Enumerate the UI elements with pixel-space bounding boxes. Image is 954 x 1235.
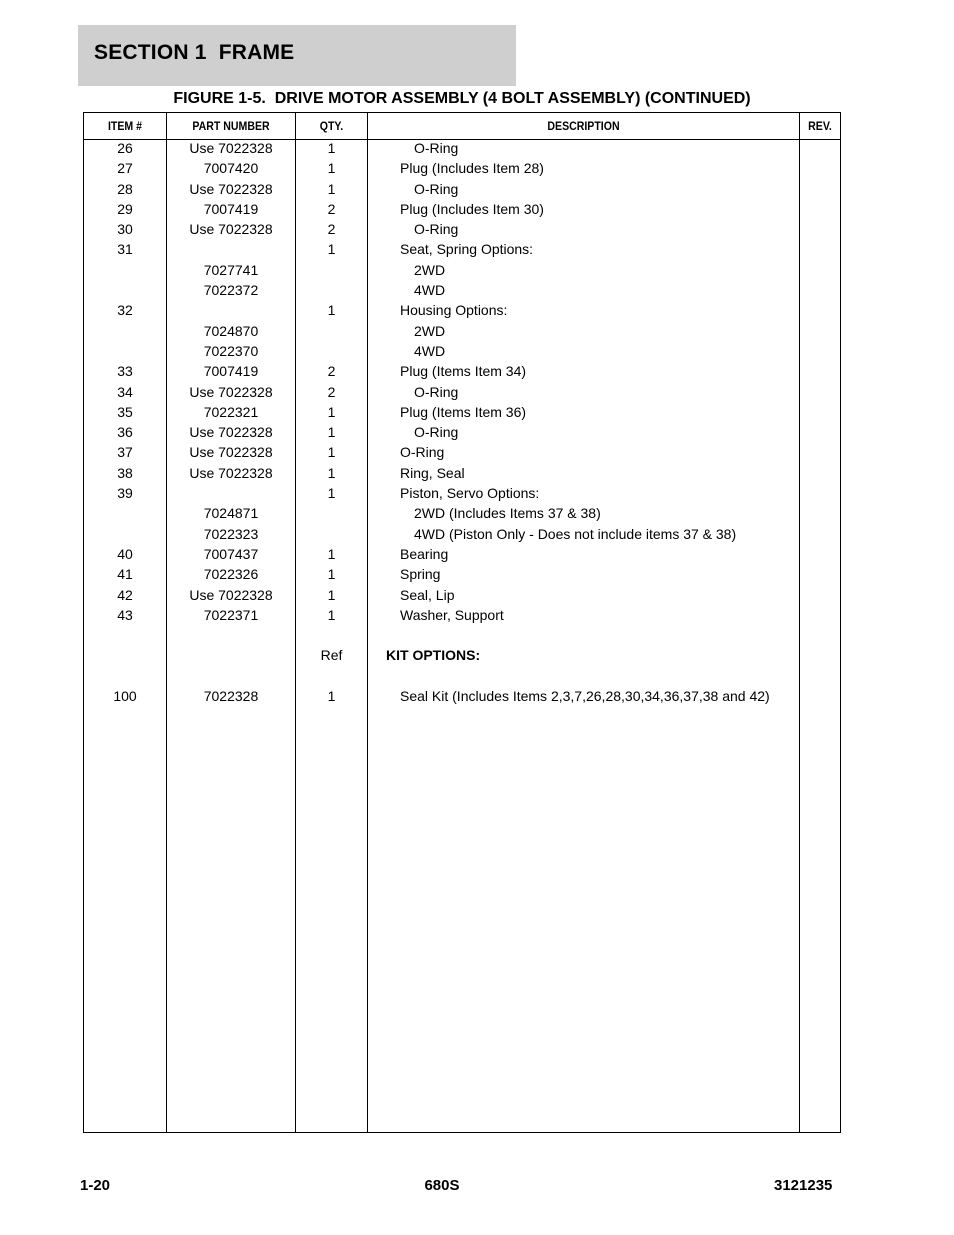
table-row	[84, 668, 840, 688]
table-row	[84, 363, 840, 383]
table-row	[84, 140, 840, 160]
item-number-cell: 29	[117, 200, 133, 217]
part-number-cell: 7022328	[203, 688, 259, 705]
part-number-cell: 7007437	[203, 545, 259, 562]
table-row	[84, 201, 840, 221]
part-number-cell: 7022323	[203, 525, 259, 542]
item-number-cell: 39	[117, 485, 133, 502]
table-row	[84, 647, 840, 667]
item-number-cell: 43	[117, 606, 133, 623]
description-cell: 4WD (Piston Only - Does not include items 37 & 38)	[414, 525, 737, 542]
quantity-cell: 2	[327, 363, 336, 380]
quantity-cell: 1	[327, 241, 336, 258]
description-cell: Ring, Seal	[400, 464, 465, 481]
table-row	[84, 526, 840, 546]
quantity-cell: 1	[327, 160, 336, 177]
quantity-cell: 1	[327, 444, 336, 461]
description-cell: KIT OPTIONS:	[386, 647, 481, 664]
quantity-cell: 1	[327, 302, 336, 319]
page-number: 1-20	[80, 1177, 111, 1194]
description-cell: O-Ring	[414, 424, 459, 441]
item-number-cell: 27	[117, 160, 133, 177]
description-cell: O-Ring	[414, 140, 459, 156]
item-number-cell: 36	[117, 424, 133, 441]
item-number-cell: 30	[117, 221, 133, 238]
table-row	[84, 181, 840, 201]
part-number-cell: 7024870	[203, 322, 259, 339]
description-cell: Housing Options:	[400, 302, 508, 319]
description-cell: Seal Kit (Includes Items 2,3,7,26,28,30,34,36,37,38 and 42)	[400, 688, 770, 705]
item-number-cell: 38	[117, 464, 133, 481]
header-part-number: PART NUMBER	[192, 119, 270, 133]
description-cell: O-Ring	[414, 383, 459, 400]
description-cell: 4WD	[414, 342, 446, 359]
description-cell: 2WD	[414, 322, 446, 339]
table-body	[84, 140, 840, 708]
section-title: SECTION 1 FRAME	[94, 41, 295, 64]
quantity-cell: 1	[327, 464, 336, 481]
table-row	[84, 221, 840, 241]
part-number-cell: Use 7022328	[189, 586, 273, 603]
description-cell: Plug (Items Item 36)	[400, 403, 527, 420]
quantity-cell: 2	[327, 200, 336, 217]
part-number-cell: Use 7022328	[189, 180, 273, 197]
description-cell: Seal, Lip	[400, 586, 455, 603]
part-number-cell: Use 7022328	[189, 424, 273, 441]
figure-title: FIGURE 1-5. DRIVE MOTOR ASSEMBLY (4 BOLT ASSEMBLY) (CONTINUED)	[173, 90, 751, 107]
part-number-cell: 7027741	[203, 261, 259, 278]
quantity-cell: 1	[327, 606, 336, 623]
quantity-cell: 1	[327, 140, 336, 156]
quantity-cell: 1	[327, 566, 336, 583]
table-row	[84, 302, 840, 322]
quantity-cell: 1	[327, 545, 336, 562]
quantity-cell: 1	[327, 180, 336, 197]
part-number-cell: 7007419	[203, 200, 259, 217]
part-number-cell: Use 7022328	[189, 221, 273, 238]
table-row	[84, 587, 840, 607]
table-row	[84, 424, 840, 444]
description-cell: Piston, Servo Options:	[400, 485, 540, 502]
table-row	[84, 404, 840, 424]
header-qty: QTY.	[319, 119, 344, 133]
item-number-cell: 40	[117, 545, 133, 562]
table-row	[84, 627, 840, 647]
document-number: 3121235	[774, 1177, 833, 1194]
description-cell: 2WD (Includes Items 37 & 38)	[414, 505, 601, 522]
table-row	[84, 546, 840, 566]
table-row	[84, 607, 840, 627]
item-number-cell: 32	[117, 302, 133, 319]
part-number-cell: Use 7022328	[189, 444, 273, 461]
description-cell: O-Ring	[400, 444, 445, 461]
item-number-cell: 37	[117, 444, 133, 461]
header-item: ITEM #	[107, 119, 143, 133]
description-cell: Spring	[400, 566, 441, 583]
quantity-cell: Ref	[320, 647, 343, 664]
item-number-cell: 35	[117, 403, 133, 420]
table-row	[84, 566, 840, 586]
item-number-cell: 42	[117, 586, 133, 603]
description-cell: Plug (Items Item 34)	[400, 363, 527, 380]
model-name: 680S	[424, 1177, 460, 1194]
table-row	[84, 485, 840, 505]
part-number-cell: 7024871	[203, 505, 259, 522]
part-number-cell: 7022321	[203, 403, 259, 420]
description-cell: O-Ring	[414, 180, 459, 197]
description-cell: Plug (Includes Item 28)	[400, 160, 544, 177]
item-number-cell: 34	[117, 383, 133, 400]
item-number-cell: 33	[117, 363, 133, 380]
part-number-cell: Use 7022328	[189, 464, 273, 481]
table-row	[84, 343, 840, 363]
table-row	[84, 688, 840, 708]
header-rev: REV.	[808, 119, 832, 133]
description-cell: Washer, Support	[400, 606, 504, 623]
description-cell: Seat, Spring Options:	[400, 241, 534, 258]
quantity-cell: 1	[327, 403, 336, 420]
table-row	[84, 282, 840, 302]
header-description: DESCRIPTION	[547, 119, 620, 133]
table-row	[84, 465, 840, 485]
part-number-cell: 7022371	[203, 606, 259, 623]
quantity-cell: 2	[327, 383, 336, 400]
item-number-cell: 100	[113, 688, 137, 705]
parts-table	[83, 112, 841, 1133]
part-number-cell: 7022370	[203, 342, 259, 359]
section-header	[78, 25, 516, 86]
table-row	[84, 241, 840, 261]
description-cell: 2WD	[414, 261, 446, 278]
table-row	[84, 505, 840, 525]
item-number-cell: 31	[117, 241, 133, 258]
item-number-cell: 26	[117, 140, 133, 156]
quantity-cell: 2	[327, 221, 336, 238]
description-cell: Bearing	[400, 545, 449, 562]
table-row	[84, 160, 840, 180]
description-cell: O-Ring	[414, 221, 459, 238]
quantity-cell: 1	[327, 586, 336, 603]
description-cell: 4WD	[414, 282, 446, 299]
quantity-cell: 1	[327, 485, 336, 502]
part-number-cell: 7022372	[203, 282, 259, 299]
description-cell: Plug (Includes Item 30)	[400, 200, 544, 217]
item-number-cell: 28	[117, 180, 133, 197]
quantity-cell: 1	[327, 688, 336, 705]
table-row	[84, 384, 840, 404]
part-number-cell: Use 7022328	[189, 383, 273, 400]
table-row	[84, 323, 840, 343]
item-number-cell: 41	[117, 566, 133, 583]
part-number-cell: 7007419	[203, 363, 259, 380]
table-row	[84, 262, 840, 282]
table-row	[84, 444, 840, 464]
part-number-cell: Use 7022328	[189, 140, 273, 156]
part-number-cell: 7022326	[203, 566, 259, 583]
quantity-cell: 1	[327, 424, 336, 441]
part-number-cell: 7007420	[203, 160, 259, 177]
